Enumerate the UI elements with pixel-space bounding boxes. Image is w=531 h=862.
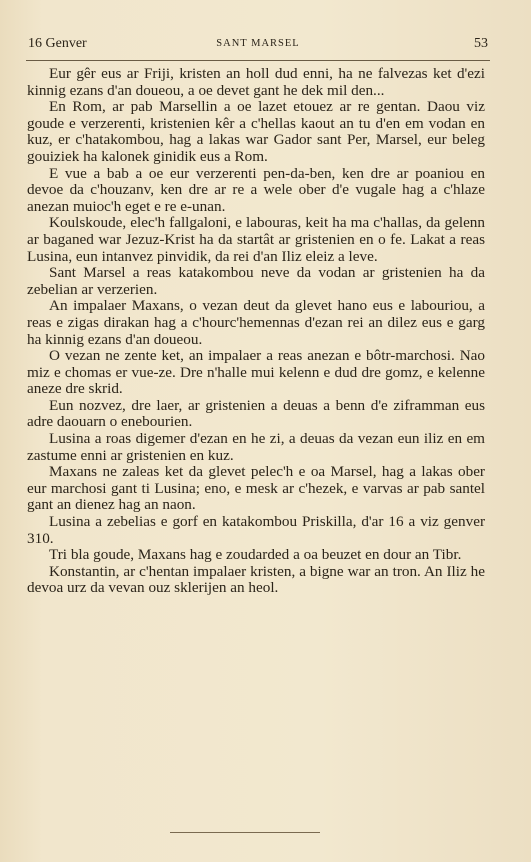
paragraph-6: An impalaer Maxans, o vezan deut da glevet hano eus e labouriou, a reas e zigas dirakan hag a c'hourc'hemennas d'ezan rei an dilez eus e garg ha kinnig ezans d'an doueou. <box>27 297 485 348</box>
header-rule <box>26 60 490 61</box>
paragraph-10: Maxans ne zaleas ket da glevet pelec'h e oa Marsel, hag a lakas ober eur marchosi gant ti Lusina; eno, e mesk ar c'hezek, e varvas ar pab santel gant an dienez hag an naon. <box>27 463 485 514</box>
paragraph-12: Tri bla goude, Maxans hag e zoudarded a oa beuzet en dour an Tibr. <box>49 546 462 564</box>
paragraph-4: Koulskoude, elec'h fallgaloni, e labouras, keit ha ma c'hallas, da gelenn ar baganed war Jezuz-Krist ha da startât ar gristenien en o fe. Lakat a reas Lusina, eun intanvez pinvidik, da rei d'an Iliz eleiz a leve. <box>27 214 485 265</box>
header-title: SANT MARSEL <box>216 38 300 49</box>
paragraph-13: Konstantin, ar c'hentan impalaer kristen, a bigne war an tron. An Iliz he devoa urz da vevan ouz sklerijen an heol. <box>27 562 485 597</box>
page-body <box>27 66 485 597</box>
paragraph-11: Lusina a zebelias e gorf en katakombou Priskilla, d'ar 16 a viz genver 310. <box>27 513 485 547</box>
paragraph-9: Lusina a roas digemer d'ezan en he zi, a deuas da vezan eun iliz en em zastume enni ar gristenien en kuz. <box>27 430 485 464</box>
paragraph-2: En Rom, ar pab Marsellin a oe lazet etouez ar re gentan. Daou viz goude e verzerenti, kristenien kêr a c'hellas kaout an tu d'en em vodan en kuz, er c'hatakombou, hag a lakas war Gador sant Per, Marsel, eur beleg gouiziek ha kalonek ginidik eus a Rom. <box>27 98 485 165</box>
page-number: 53 <box>474 36 488 51</box>
paragraph-1: Eur gêr eus ar Friji, kristen an holl dud enni, ha ne falvezas ket d'ezi kinnig ezans d'an doueou, a oe devet gant he dek mil den... <box>27 65 485 99</box>
paragraph-3: E vue a bab a oe eur verzerenti pen-da-ben, ken dre ar poaniou en devoe da c'houzanv, ken dre ar re a wele ober d'e vugale hag a c'hlaze anezan muioc'h eget e re e-unan. <box>27 164 485 215</box>
header-date: 16 Genver <box>28 36 87 51</box>
end-rule <box>170 832 320 833</box>
paragraph-5: Sant Marsel a reas katakombou neve da vodan ar gristenien ha da zebelian ar verzerien. <box>27 264 485 298</box>
paragraph-7: O vezan ne zente ket, an impalaer a reas anezan e bôtr-marchosi. Nao miz e chomas er vue-ze. Dre n'halle mui kelenn e dud dre gomz, e kelenne aneze dre skrid. <box>27 347 485 398</box>
paragraph-8: Eun nozvez, dre laer, ar gristenien a deuas a benn d'e ziframman eus adre daouarn o enebourien. <box>27 396 485 431</box>
running-header <box>28 36 488 56</box>
